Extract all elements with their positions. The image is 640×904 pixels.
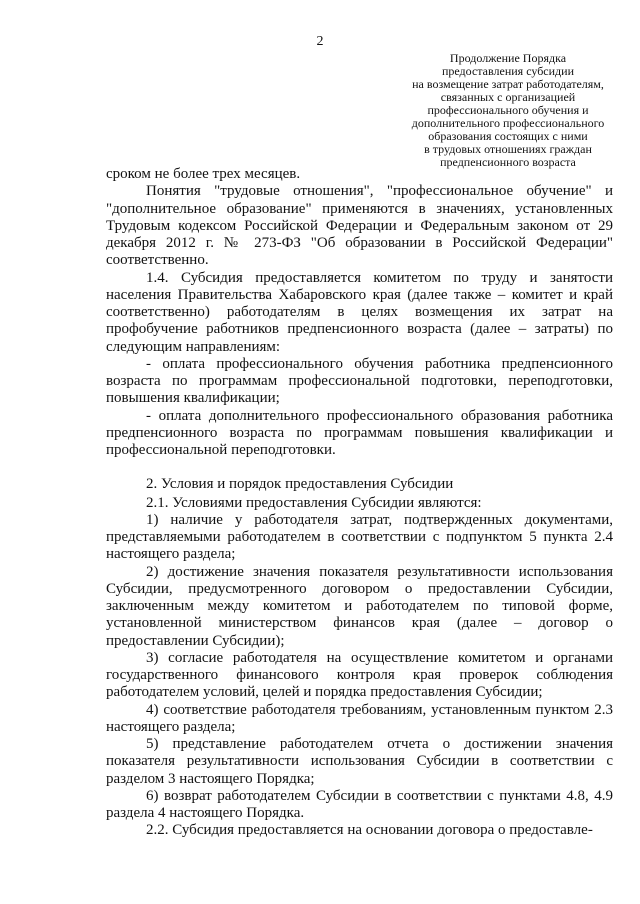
document-body: [106, 166, 613, 840]
paragraph: - оплата дополнительного профессионального образования работника предпенсионного возраста по программам повышения квалификации и профессиональной переподготовки.: [106, 407, 613, 458]
page-number: 2: [316, 34, 324, 49]
list-item: 6) возврат работодателем Субсидии в соответствии с пунктами 4.8, 4.9 раздела 4 настоящего Порядка.: [106, 787, 613, 821]
paragraph: сроком не более трех месяцев.: [106, 166, 301, 182]
header-line: предпенсионного возраста: [440, 155, 576, 169]
header-line: Продолжение Порядка: [449, 51, 567, 65]
list-item: 1) наличие у работодателя затрат, подтвержденных документами, представляемыми работодателем в соответствии с подпунктом 5 пункта 2.4 настоящего раздела;: [106, 511, 613, 563]
header-line: образования состоящих с ними: [428, 129, 588, 143]
list-item: 3) согласие работодателя на осуществление комитетом и органами государственного финансового контроля края проверок соблюдения работодателем условий, целей и порядка предоставления Субсидии;: [106, 649, 613, 701]
header-line: дополнительного профессионального: [411, 116, 605, 130]
header-line: в трудовых отношениях граждан: [424, 142, 592, 156]
header-line: предоставления субсидии: [441, 64, 575, 78]
list-item: 4) соответствие работодателя требованиям, установленным пунктом 2.3 настоящего раздела;: [106, 701, 613, 735]
paragraph: - оплата профессионального обучения работника предпенсионного возраста по программам профессиональной подготовки, переподготовки, повышения квалификации;: [106, 355, 613, 407]
list-item: 2) достижение значения показателя результативности использования Субсидии, предусмотренного договором о предоставлении Субсидии, заключенным между комитетом и работодателем по типовой форме, установленной министерством финансов края (далее – договор о предоставлении Субсидии);: [106, 563, 613, 649]
paragraph: 1.4. Субсидия предоставляется комитетом по труду и занятости населения Правительства Хабаровского края (далее также – комитет и край соответственно) работодателям в целях возмещения их затрат на профобучение работников предпенсионного возраста (далее – затраты) по следующим направлениям:: [106, 269, 613, 355]
header-line: профессионального обучения и: [427, 103, 589, 117]
list-item: 5) представление работодателем отчета о достижении значения показателя результативности использования Субсидии в соответствии с разделом 3 настоящего Порядка;: [106, 736, 613, 787]
document-header-note: [398, 52, 618, 169]
paragraph: Понятия "трудовые отношения", "профессиональное обучение" и "дополнительное образование" применяются в значениях, установленных Трудовым кодексом Российской Федерации и Федеральным законом от 29 декабря 2012 г. № 273-ФЗ "Об образовании в Российской Федерации" соответственно.: [106, 183, 613, 269]
paragraph: 2.1. Условиями предоставления Субсидии являются:: [146, 494, 482, 511]
paragraph: 2.2. Субсидия предоставляется на основании договора о предоставле-: [146, 822, 593, 839]
header-line: на возмещение затрат работодателям,: [412, 77, 604, 91]
section-heading: 2. Условия и порядок предоставления Субсидии: [146, 476, 454, 493]
header-line: связанных с организацией: [440, 90, 576, 104]
